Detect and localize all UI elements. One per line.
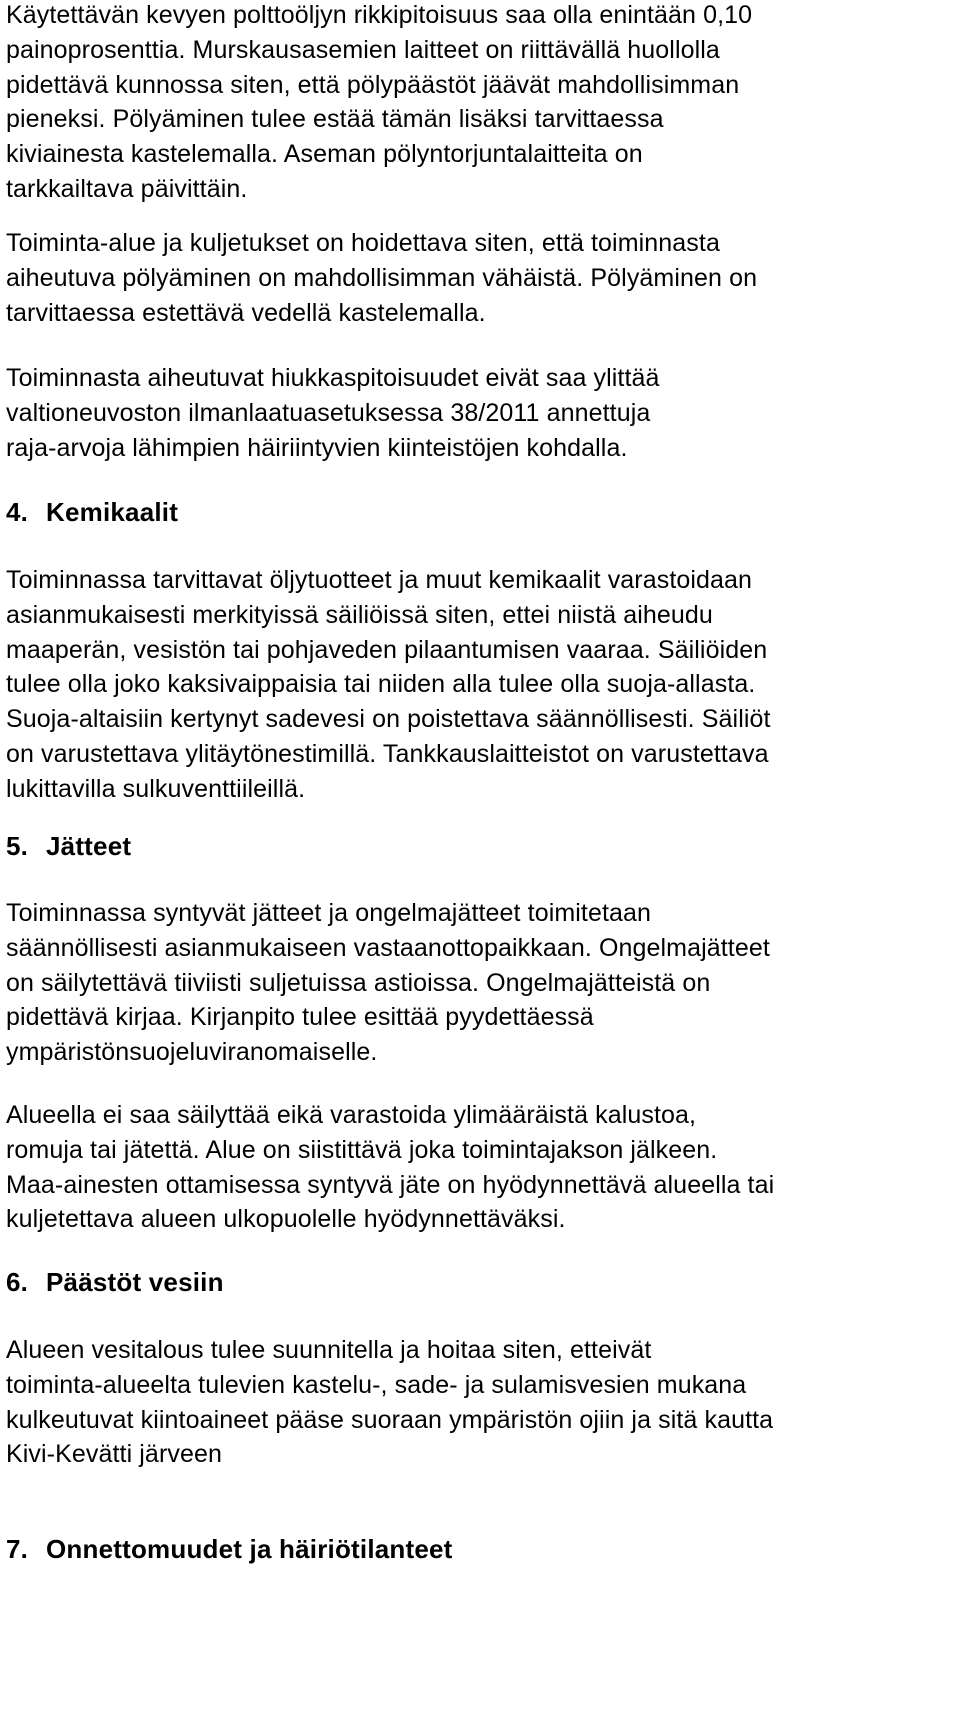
text-line: raja-arvoja lähimpien häiriintyvien kiinteistöjen kohdalla. — [6, 433, 628, 462]
paragraph-water-management — [6, 1333, 773, 1472]
text-line: on säilytettävä tiiviisti suljetuissa astioissa. Ongelmajätteistä on — [6, 968, 711, 997]
paragraph-fuel-and-dust — [6, 0, 752, 207]
text-line: pidettävä kunnossa siten, että pölypäästöt jäävät mahdollisimman — [6, 70, 740, 99]
section-title: Päästöt vesiin — [46, 1267, 224, 1297]
text-line: asianmukaisesti merkityissä säiliöissä siten, ettei niistä aiheudu — [6, 600, 713, 629]
text-line: Toiminnassa tarvittavat öljytuotteet ja muut kemikaalit varastoidaan — [6, 566, 753, 594]
text-line: Toiminnassa syntyvät jätteet ja ongelmajätteet toimitetaan — [6, 899, 652, 927]
text-line: Toiminnasta aiheutuvat hiukkaspitoisuudet eivät saa ylittää — [6, 364, 660, 392]
text-line: tarkkailtava päivittäin. — [6, 174, 248, 203]
section-number: 6. — [6, 1267, 29, 1297]
text-line: Suoja-altaisiin kertynyt sadevesi on poistettava säännöllisesti. Säiliöt — [6, 705, 771, 734]
text-line: pidettävä kirjaa. Kirjanpito tulee esittää pyydettäessä — [6, 1003, 594, 1032]
section-heading-waste — [6, 829, 131, 863]
section-heading-water-emissions — [6, 1265, 224, 1299]
text-line: Maa-ainesten ottamisessa syntyvä jäte on hyödynnettävä alueella tai — [6, 1170, 775, 1199]
text-line: kiviainesta kastelemalla. Aseman pölyntorjuntalaitteita on — [6, 140, 643, 169]
section-title: Onnettomuudet ja häiriötilanteet — [46, 1534, 453, 1564]
section-number: 4. — [6, 497, 29, 527]
paragraph-particle-limits — [6, 361, 660, 465]
text-line: lukittavilla sulkuventtiileillä. — [6, 774, 306, 803]
section-heading-chemicals — [6, 495, 178, 529]
text-line: Käytettävän kevyen polttoöljyn rikkipitoisuus saa olla enintään 0,10 — [6, 1, 753, 29]
text-line: tulee olla joko kaksivaippaisia tai niiden alla tulee olla suoja-allasta. — [6, 670, 756, 699]
text-line: valtioneuvoston ilmanlaatuasetuksessa 38/2011 annettuja — [6, 398, 651, 427]
text-line: kuljetettava alueen ulkopuolelle hyödynnettäväksi. — [6, 1205, 566, 1234]
section-number: 7. — [6, 1534, 29, 1564]
text-line: tarvittaessa estettävä vedellä kastelemalla. — [6, 298, 486, 327]
text-line: Alueen vesitalous tulee suunnitella ja hoitaa siten, etteivät — [6, 1336, 652, 1364]
text-line: Kivi-Kevätti järveen — [6, 1440, 222, 1469]
section-number: 5. — [6, 831, 29, 861]
paragraph-chemical-storage — [6, 563, 771, 807]
text-line: Alueella ei saa säilyttää eikä varastoida ylimääräistä kalustoa, — [6, 1101, 697, 1129]
section-title: Jätteet — [46, 831, 132, 861]
text-line: pieneksi. Pölyäminen tulee estää tämän lisäksi tarvittaessa — [6, 105, 664, 134]
text-line: kulkeutuvat kiintoaineet pääse suoraan ympäristön ojiin ja sitä kautta — [6, 1405, 774, 1434]
text-line: aiheutuva pölyäminen on mahdollisimman vähäistä. Pölyäminen on — [6, 263, 758, 292]
text-line: on varustettava ylitäytönestimillä. Tankkauslaitteistot on varustettava — [6, 739, 769, 768]
text-line: painoprosenttia. Murskausasemien laitteet on riittävällä huollolla — [6, 35, 720, 64]
section-title: Kemikaalit — [46, 497, 179, 527]
paragraph-operating-area — [6, 226, 757, 330]
text-line: ympäristönsuojeluviranomaiselle. — [6, 1038, 378, 1067]
text-line: säännöllisesti asianmukaiseen vastaanottopaikkaan. Ongelmajätteet — [6, 933, 770, 962]
text-line: Toiminta-alue ja kuljetukset on hoidettava siten, että toiminnasta — [6, 229, 720, 257]
text-line: toiminta-alueelta tulevien kastelu-, sade- ja sulamisvesien mukana — [6, 1370, 747, 1399]
paragraph-waste-handling — [6, 896, 770, 1070]
paragraph-site-tidiness — [6, 1098, 774, 1237]
text-line: romuja tai jätettä. Alue on siistittävä joka toimintajakson jälkeen. — [6, 1135, 718, 1164]
section-heading-accidents — [6, 1532, 453, 1566]
text-line: maaperän, vesistön tai pohjaveden pilaantumisen vaaraa. Säiliöiden — [6, 635, 768, 664]
